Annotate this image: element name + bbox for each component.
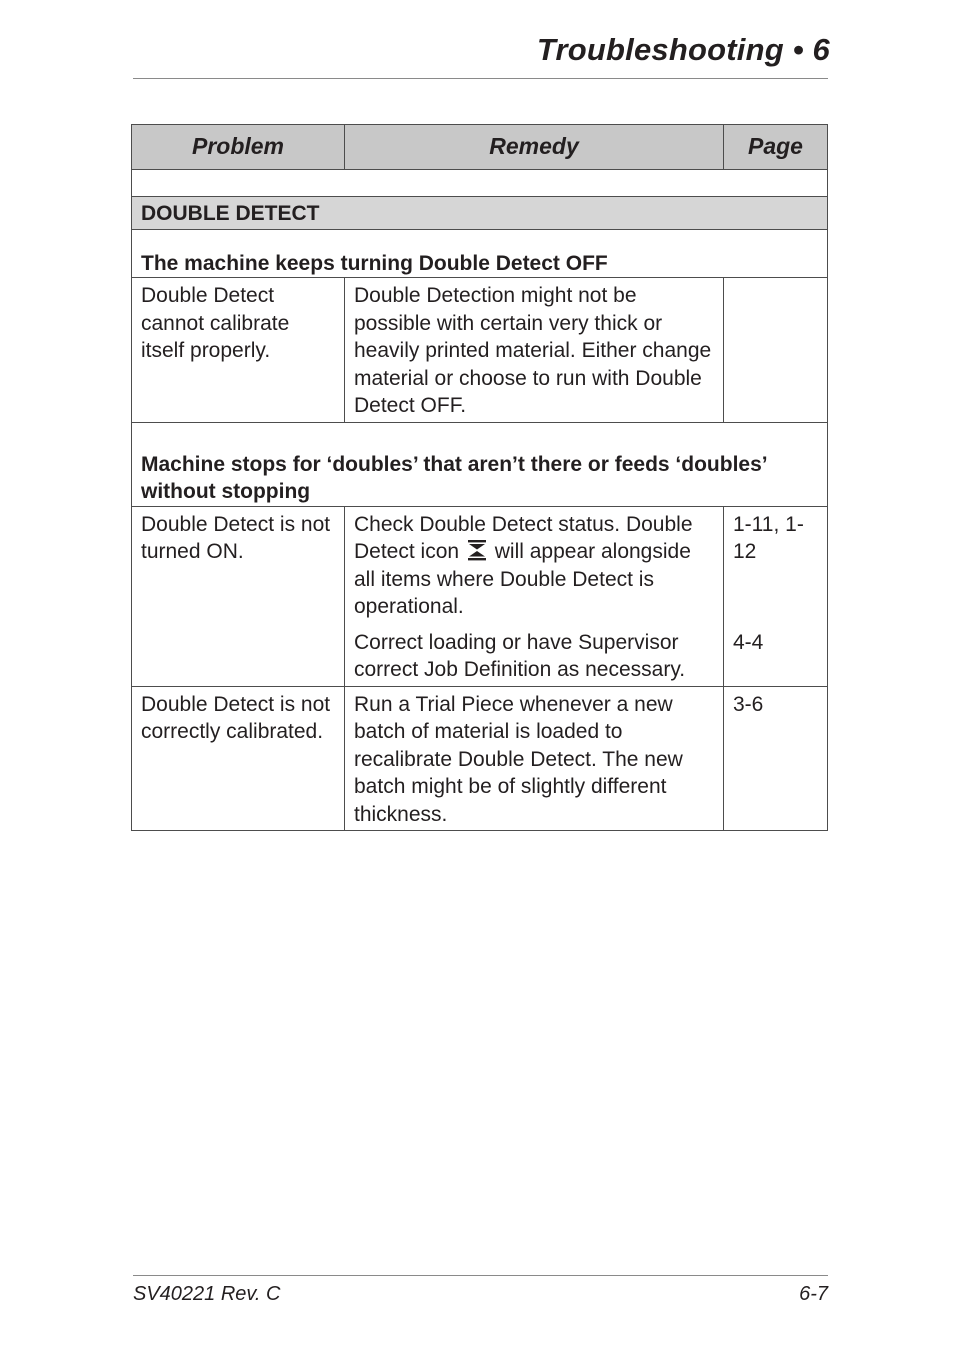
remedy-block: Correct loading or have Supervisor correct Job Definition as necessary.	[354, 630, 686, 681]
table-row	[132, 686, 828, 831]
page-reference: 1-11, 1-12	[733, 512, 804, 563]
page-number: 6-7	[799, 1283, 828, 1305]
problem-cell: Double Detect is not turned ON.	[132, 506, 345, 686]
column-header-page: Page	[724, 125, 828, 170]
condition-row	[132, 229, 828, 278]
double-detect-icon	[467, 539, 487, 561]
page-title: Troubleshooting • 6	[536, 32, 830, 67]
page-cell	[724, 506, 828, 686]
troubleshooting-table	[131, 124, 828, 831]
remedy-block	[354, 511, 715, 621]
table-header-row	[132, 125, 828, 170]
section-title: DOUBLE DETECT	[132, 197, 828, 230]
page-cell	[724, 278, 828, 423]
header-rule	[133, 78, 828, 79]
table-row	[132, 278, 828, 423]
remedy-text: will appear alongside all items where Double Detect is operational.	[354, 540, 691, 618]
footer-rule	[133, 1275, 828, 1276]
column-header-problem: Problem	[132, 125, 345, 170]
section-row	[132, 197, 828, 230]
remedy-cell	[345, 506, 724, 686]
page-cell: 3-6	[724, 686, 828, 831]
page-reference: 4-4	[733, 630, 764, 654]
column-header-remedy: Remedy	[345, 125, 724, 170]
remedy-text: Check Double Detect status. Double Detect icon	[354, 512, 693, 563]
remedy-cell: Double Detection might not be possible with certain very thick or heavily printed material. Either change material or choose to run with Double Detect OFF.	[345, 278, 724, 423]
document-code: SV40221 Rev. C	[133, 1283, 281, 1305]
condition-row	[132, 422, 828, 506]
remedy-cell: Run a Trial Piece whenever a new batch of material is loaded to recalibrate Double Detect. The new batch might be of slightly different thickness.	[345, 686, 724, 831]
condition-heading: Machine stops for ‘doubles’ that aren’t there or feeds ‘doubles’ without stopping	[132, 422, 828, 506]
problem-cell: Double Detect is not correctly calibrated.	[132, 686, 345, 831]
problem-cell: Double Detect cannot calibrate itself properly.	[132, 278, 345, 423]
condition-heading: The machine keeps turning Double Detect OFF	[132, 229, 828, 278]
spacer-row	[132, 170, 828, 197]
table-row	[132, 506, 828, 686]
